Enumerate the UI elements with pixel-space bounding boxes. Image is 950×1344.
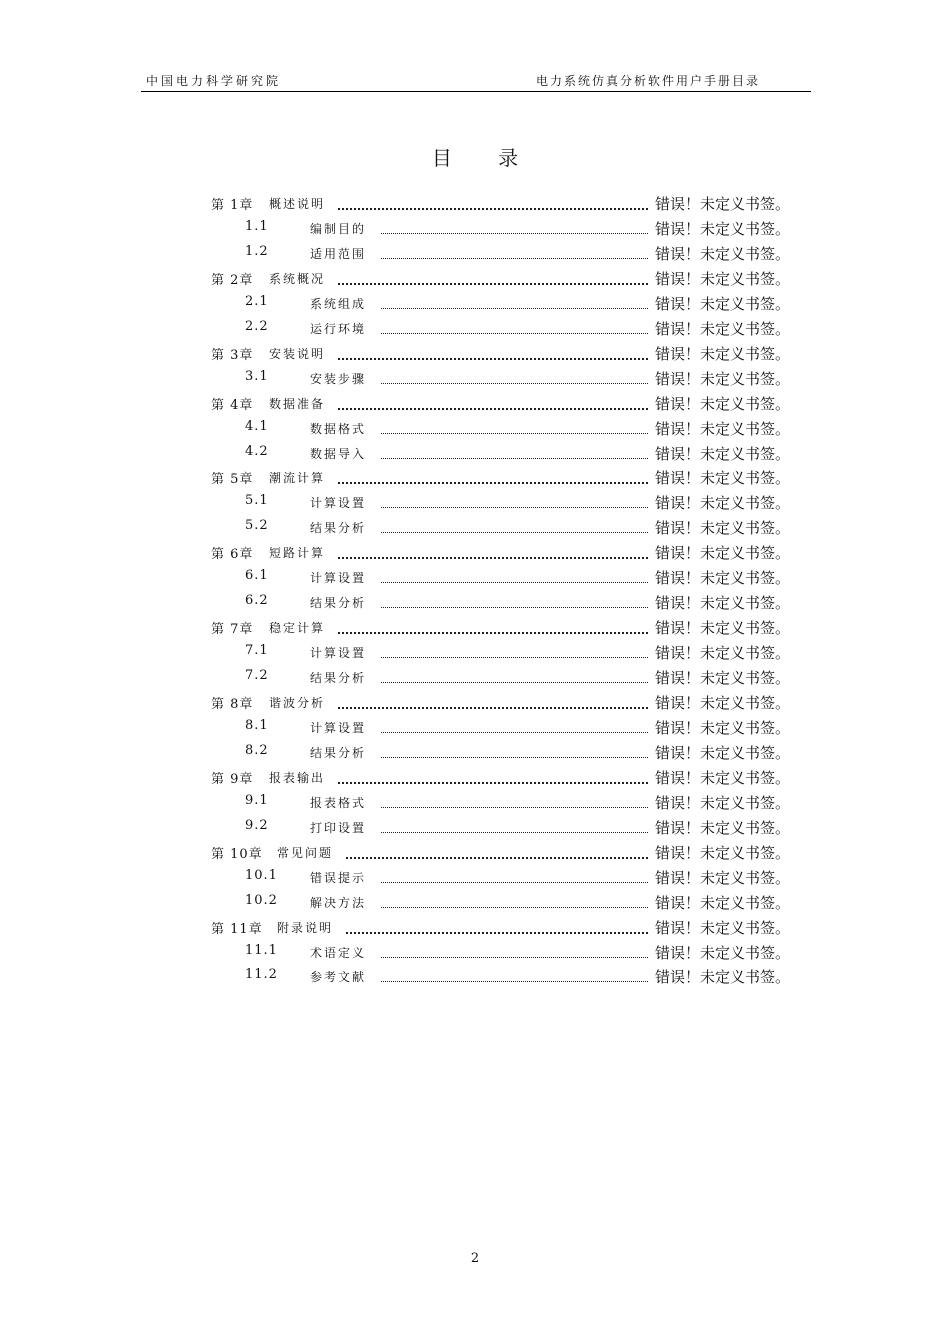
toc-leader-dots [381,715,648,733]
toc-entry-title: 打印设置 [310,820,367,835]
toc-section-entry[interactable] [0,714,950,739]
toc-leader-dots [338,690,648,709]
toc-section-entry[interactable] [0,739,950,764]
toc-entry-title: 潮流计算 [269,471,326,486]
toc-section-entry[interactable] [0,489,950,514]
toc-entry-title: 谐波分析 [269,696,326,710]
toc-leader-dots [381,416,648,434]
toc-entry-title: 概述说明 [269,197,326,211]
toc-chapter-entry[interactable] [0,464,950,489]
toc-entry-title: 数据格式 [310,421,367,436]
toc-entry-number: 5.2 [245,518,269,534]
toc-section-entry[interactable] [0,240,950,265]
toc-entry-page-ref: 错误！未定义书签。 [655,843,791,862]
toc-entry-title: 数据准备 [269,396,326,411]
toc-entry-number: 4.1 [245,418,269,434]
toc-entry-title: 编制目的 [310,221,367,236]
toc-entry-number: 9.1 [245,792,269,808]
toc-section-entry[interactable] [0,864,950,889]
toc-entry-number: 2.2 [245,318,269,334]
toc-entry-page-ref: 错误！未定义书签。 [655,269,791,288]
toc-entry-title: 系统组成 [310,296,367,311]
toc-entry-page-ref: 错误！未定义书签。 [655,294,791,313]
toc-leader-dots [381,790,648,808]
toc-entry-title: 安装说明 [269,346,326,361]
toc-section-entry[interactable] [0,514,950,539]
toc-entry-page-ref: 错误！未定义书签。 [655,694,791,712]
toc-entry-page-ref: 错误！未定义书签。 [655,344,791,363]
toc-entry-page-ref: 错误！未定义书签。 [655,444,791,463]
toc-leader-dots [381,441,648,459]
toc-entry-page-ref: 错误！未定义书签。 [655,968,791,987]
toc-entry-number: 3.1 [245,368,269,384]
toc-entry-title: 数据导入 [310,446,367,461]
toc-entry-page-ref: 错误！未定义书签。 [655,544,791,563]
toc-leader-dots [381,216,648,234]
toc-entry-page-ref: 错误！未定义书签。 [655,319,791,338]
toc-leader-dots [381,291,648,309]
toc-entry-title: 安装步骤 [310,371,367,386]
toc-leader-dots [381,815,648,833]
toc-leader-dots [381,740,648,758]
toc-entry-title: 结果分析 [310,596,367,611]
toc-entry-title: 结果分析 [310,671,367,686]
toc-entry-page-ref: 错误！未定义书签。 [655,369,791,388]
toc-entry-number: 第 3章 [211,347,254,363]
toc-entry-number: 6.1 [245,568,269,584]
toc-entry-page-ref: 错误！未定义书签。 [655,768,791,787]
toc-entry-number: 10.1 [245,867,278,883]
toc-entry-number: 11.1 [245,942,278,958]
toc-section-entry[interactable] [0,814,950,839]
toc-entry-page-ref: 错误！未定义书签。 [655,419,791,438]
toc-entry-page-ref: 错误！未定义书签。 [655,394,791,413]
toc-section-entry[interactable] [0,963,950,988]
toc-section-entry[interactable] [0,589,950,614]
toc-entry-title: 错误提示 [310,870,367,885]
toc-entry-title: 运行环境 [310,321,367,336]
toc-entry-page-ref: 错误！未定义书签。 [655,195,791,213]
toc-entry-number: 第 2章 [211,272,254,288]
toc-entry-number: 8.2 [245,742,269,758]
toc-entry-title: 报表格式 [310,795,367,810]
toc-entry-number: 第 6章 [211,547,254,563]
toc-entry-number: 第 8章 [211,697,254,712]
toc-chapter-entry[interactable] [0,190,950,215]
toc-entry-title: 附录说明 [277,920,334,935]
toc-entry-page-ref: 错误！未定义书签。 [655,818,791,837]
toc-leader-dots [338,266,648,285]
toc-leader-dots [346,915,648,934]
toc-entry-number: 第 9章 [211,771,254,787]
header-left-text: 中国电力科学研究院 [146,74,282,88]
header-rule [141,91,811,92]
toc-entry-page-ref: 错误！未定义书签。 [655,494,791,513]
toc-chapter-entry[interactable] [0,689,950,714]
toc-entry-number: 4.2 [245,443,269,459]
toc-section-entry[interactable] [0,639,950,664]
toc-entry-number: 8.1 [245,717,269,733]
toc-leader-dots [381,565,648,583]
toc-entry-page-ref: 错误！未定义书签。 [655,469,791,488]
toc-entry-title: 短路计算 [269,546,326,561]
toc-leader-dots [381,964,648,982]
toc-section-entry[interactable] [0,889,950,914]
toc-section-entry[interactable] [0,290,950,315]
toc-entry-title: 计算设置 [310,496,367,511]
toc-chapter-entry[interactable] [0,764,950,789]
toc-entry-title: 计算设置 [310,720,367,735]
toc-entry-number: 2.1 [245,293,269,309]
toc-leader-dots [338,191,648,210]
toc-entry-number: 第 5章 [211,472,254,488]
toc-entry-number: 11.2 [245,967,278,983]
toc-leader-dots [381,640,648,658]
toc-entry-number: 1.1 [245,218,269,234]
toc-leader-dots [338,341,648,360]
toc-chapter-entry[interactable] [0,265,950,290]
toc-entry-title: 计算设置 [310,571,367,586]
toc-leader-dots [381,890,648,908]
toc-section-entry[interactable] [0,440,950,465]
toc-entry-page-ref: 错误！未定义书签。 [655,918,791,937]
toc-chapter-entry[interactable] [0,340,950,365]
toc-leader-dots [338,540,648,559]
toc-leader-dots [381,490,648,508]
toc-leader-dots [338,615,648,634]
toc-entry-number: 7.2 [245,668,269,684]
toc-entry-page-ref: 错误！未定义书签。 [655,718,791,737]
toc-entry-number: 第 11章 [211,921,263,937]
toc-entry-page-ref: 错误！未定义书签。 [655,244,791,263]
toc-chapter-entry[interactable] [0,839,950,864]
toc-entry-title: 计算设置 [310,646,367,661]
toc-leader-dots [381,515,648,533]
toc-leader-dots [381,366,648,384]
toc-entry-title: 参考文献 [310,970,367,985]
toc-leader-dots [338,391,648,410]
toc-entry-page-ref: 错误！未定义书签。 [655,943,791,962]
toc-entry-title: 结果分析 [310,745,367,760]
toc-leader-dots [338,765,648,784]
toc-entry-number: 6.2 [245,593,269,609]
toc-chapter-entry[interactable] [0,390,950,415]
toc-entry-title: 稳定计算 [269,621,326,636]
toc-entry-number: 第 1章 [211,198,254,213]
toc-leader-dots [346,840,648,859]
toc-leader-dots [381,590,648,608]
toc-entry-title: 解决方法 [310,895,367,910]
toc-entry-number: 第 7章 [211,622,254,638]
toc-entry-number: 第 4章 [211,397,254,413]
toc-entry-title: 常见问题 [277,845,334,860]
header-right-text: 电力系统仿真分析软件用户手册目录 [536,74,761,88]
toc-entry-title: 适用范围 [310,246,367,261]
toc-leader-dots [381,665,648,683]
toc-entry-page-ref: 错误！未定义书签。 [655,669,791,688]
toc-entry-page-ref: 错误！未定义书签。 [655,219,791,238]
toc-section-entry[interactable] [0,939,950,964]
toc-entry-title: 报表输出 [269,770,326,785]
toc-section-entry[interactable] [0,664,950,689]
toc-leader-dots [381,316,648,334]
toc-entry-number: 1.2 [245,243,269,259]
toc-entry-page-ref: 错误！未定义书签。 [655,893,791,912]
toc-leader-dots [381,940,648,958]
toc-entry-title: 结果分析 [310,521,367,536]
toc-section-entry[interactable] [0,415,950,440]
toc-entry-number: 第 10章 [211,846,263,862]
toc-entry-number: 7.1 [245,643,269,659]
toc-entry-number: 9.2 [245,817,269,833]
page-number: 2 [470,1251,480,1266]
toc-entry-page-ref: 错误！未定义书签。 [655,868,791,887]
toc-entry-page-ref: 错误！未定义书签。 [655,569,791,588]
toc-entry-page-ref: 错误！未定义书签。 [655,743,791,762]
toc-leader-dots [381,865,648,883]
toc-entry-number: 10.2 [245,892,278,908]
toc-leader-dots [338,465,648,484]
toc-entry-page-ref: 错误！未定义书签。 [655,519,791,538]
toc-entry-number: 5.1 [245,493,269,509]
toc-entry-page-ref: 错误！未定义书签。 [655,644,791,663]
toc-leader-dots [381,241,648,259]
toc-chapter-entry[interactable] [0,914,950,939]
toc-entry-page-ref: 错误！未定义书签。 [655,793,791,812]
toc-chapter-entry[interactable] [0,614,950,639]
toc-entry-title: 系统概况 [269,271,326,286]
toc-entry-title: 术语定义 [310,945,367,960]
toc-section-entry[interactable] [0,789,950,814]
toc-section-entry[interactable] [0,315,950,340]
toc-section-entry[interactable] [0,365,950,390]
toc-entry-page-ref: 错误！未定义书签。 [655,619,791,638]
toc-title: 目 录 [431,146,539,170]
toc-section-entry[interactable] [0,564,950,589]
toc-chapter-entry[interactable] [0,539,950,564]
toc-section-entry[interactable] [0,215,950,240]
toc-entry-page-ref: 错误！未定义书签。 [655,594,791,613]
